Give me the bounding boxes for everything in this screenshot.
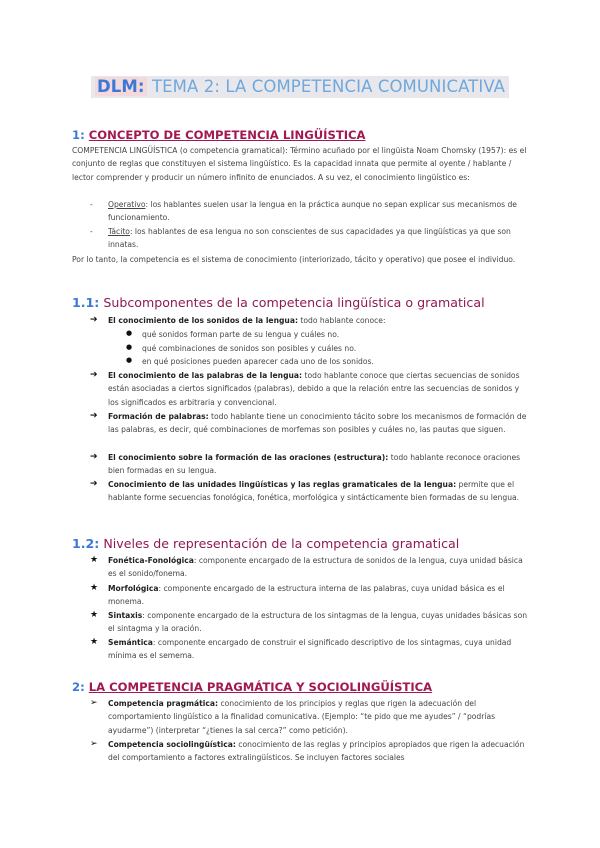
bullet-icon: ● [126,356,133,364]
sub-list-item [126,355,526,368]
section-1-1-heading [72,294,485,312]
sub-list-item [126,328,526,341]
list-item [90,554,530,581]
item-term: Morfológica [108,584,159,593]
section-1-closing: Por lo tanto, la competencia es el sistema de conocimiento (interiorizado, tácito y operativo) que posee el individuo. [72,255,516,264]
star-icon: ★ [90,583,99,593]
star-icon: ★ [90,637,99,647]
star-icon: ★ [90,610,99,620]
arrow-icon: ➔ [90,411,98,421]
list-item [90,198,530,225]
item-term: Semántica [108,638,153,647]
list-item [90,697,530,737]
item-text: todo hablante conoce: [297,316,386,325]
item-text: permite que el hablante forme secuencias fonológica, fonética, morfológica y sintácticamente bien formadas de su lengua. [108,480,520,503]
bullet-icon: ● [126,329,133,337]
item-text: : componente encargado de construir el significado descriptivo de los sintagmas, cuya unidad mínima es el semema. [108,638,512,661]
item-term: Fonética-Fonológica [108,556,194,565]
section-title: CONCEPTO DE COMPETENCIA LINGÜÍSTICA [88,128,366,142]
item-text: : componente encargado de la estructura de los sintagmas de la lengua, cuyas unidades básicas son el sintagma y la oración. [108,611,528,634]
section-1-2-heading [72,535,459,553]
list-item [90,369,530,409]
list-item [90,225,530,252]
section-title: Niveles de representación de la competencia gramatical [99,536,460,551]
list-item [90,738,530,765]
item-term: El conocimiento de las palabras de la lengua: [108,371,303,380]
item-term: El conocimiento de los sonidos de la lengua: [108,316,298,325]
star-icon: ★ [90,555,99,565]
list-item [90,609,530,636]
item-text: todo hablante tiene un conocimiento tácito sobre los mecanismos de formación de las palabras, es decir, qué combinaciones de morfemas son posibles y cuáles no, las pautas que siguen. [108,412,527,435]
arrow-icon: ➔ [90,452,98,462]
arrow-icon: ➔ [90,315,98,325]
section-number: 1.1: [72,295,100,310]
item-text: : componente encargado de la estructura de sonidos de la lengua, cuya unidad básica es el sonido/fonema. [108,556,523,579]
list-item [90,410,530,437]
section-number: 1: [72,128,85,142]
item-term: Conocimiento de las unidades lingüísticas y las reglas gramaticales de la lengua: [108,480,457,489]
title-prefix: DLM: [96,77,145,96]
dash-marker: - [90,200,93,209]
item-term: Competencia sociolingüística: [108,740,236,749]
list-item [90,451,530,478]
section-title: Subcomponentes de la competencia lingüística o gramatical [99,295,485,310]
item-term: Competencia pragmática: [108,699,219,708]
item-term: Formación de palabras: [108,412,209,421]
dash-marker: - [90,227,93,236]
item-term: Sintaxis [108,611,143,620]
list-item [90,478,530,505]
item-text: conocimiento de las reglas y principios apropiados que rigen la adecuación del comportamiento a factores extralingüísticos. Se incluyen factores sociales [108,740,525,763]
item-text: qué sonidos forman parte de su lengua y cuáles no. [142,330,340,339]
item-text: todo hablante reconoce oraciones bien formadas en su lengua. [108,453,521,476]
list-item [90,314,530,327]
arrow-icon: ➔ [90,479,98,489]
sub-list-item [126,342,526,355]
item-term: Tácito [108,227,130,236]
section-number: 1.2: [72,536,100,551]
item-text: todo hablante conoce que ciertas secuencias de sonidos están asociadas a ciertos significados (palabras), debido a que la relación entre las secuencias de sonidos y los significados es arbitraria y convencional. [108,371,520,407]
item-text: : componente encargado de la estructura interna de las palabras, cuya unidad básica es el monema. [108,584,505,607]
item-text: en qué posiciones pueden aparecer cada uno de los sonidos. [142,357,374,366]
arrow-icon: ➔ [90,370,98,380]
arrowhead-icon: ➢ [90,698,98,708]
item-term: Operativo [108,200,146,209]
list-item [90,582,530,609]
section-2-heading [72,679,432,695]
item-text: : los hablantes de esa lengua no son conscientes de sus capacidades ya que lingüísticas ya que son innatas. [108,227,511,250]
item-text: conocimiento de los principios y reglas que rigen la adecuación del comportamiento lingüístico a la finalidad comunicativa. (Ejemplo: “te pido que me ayudes” / “podrías ayudarme”) (interpretar “¿tienes la sal cerca?” como petición). [108,699,496,735]
document-title [0,76,600,98]
item-text: qué combinaciones de sonidos son posibles y cuáles no. [142,344,357,353]
bullet-icon: ● [126,343,133,351]
title-text: TEMA 2: LA COMPETENCIA COMUNICATIVA [151,77,506,96]
item-term: El conocimiento sobre la formación de las oraciones (estructura): [108,453,389,462]
section-1-intro: COMPETENCIA LINGÜÍSTICA (o competencia gramatical): Término acuñado por el lingüista Noam Chomsky (1957): es el conjunto de reglas que constituyen el sistema lingüístico. Es la capacidad innata que permite al oyente / hablante / lector comprender y producir un número infinito de enunciados. A su vez, el conocimiento lingüístico es: [72,146,527,182]
item-text: : los hablantes suelen usar la lengua en la práctica aunque no sepan explicar sus mecanismos de funcionamiento. [108,200,517,223]
section-title: LA COMPETENCIA PRAGMÁTICA Y SOCIOLINGÜÍSTICA [88,680,433,694]
list-item [90,636,530,663]
section-number: 2: [72,680,85,694]
arrowhead-icon: ➢ [90,739,98,749]
section-1-heading [72,127,366,143]
